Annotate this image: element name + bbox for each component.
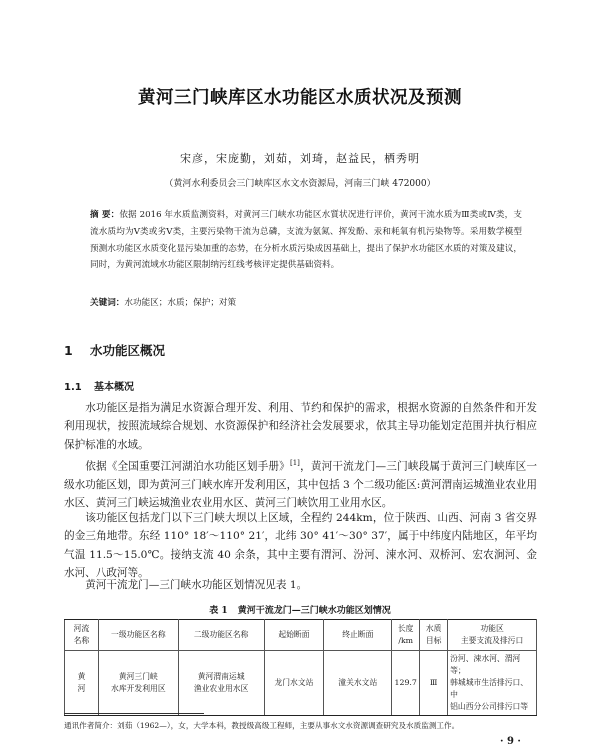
header-river: 河流 名称: [65, 620, 99, 651]
abstract-text: 依据 2016 年水质监测资料，对黄河三门峡水功能区水質状况进行评价，黄河干流水质为Ⅲ类或Ⅳ类，支流水质均为Ⅴ类或劣Ⅴ类，主要污染物干流为总磷，支流为氨氮、挥发酚、汞和耗氧有机污染物等。采用数学模型预测水功能区水质变化显污染加重的态势，在分析水质污染成因基础上，提出了保护水功能区水质的对策及建议，同时，为黄河流域水功能区限制纳污红线考核评定提供基础资料。: [90, 210, 522, 271]
header-function: 功能区 主要支流及排污口: [448, 620, 537, 651]
cell-end-section: 潼关水文站: [324, 651, 392, 716]
abstract-label: 摘 要：: [90, 210, 120, 220]
section-number: 1: [64, 343, 73, 358]
author-list: 宋彦，宋庞勤，刘茹，刘琦，赵益民，栖秀明: [180, 152, 420, 165]
paragraph-1: [64, 399, 537, 454]
keywords: [90, 296, 522, 310]
footnote: 通讯作者简介：刘茹（1962—），女，大学本科，教授级高级工程师，主要从事水文水资源调查研究及水质监测工作。: [64, 721, 460, 730]
section-heading-1: [64, 341, 165, 359]
cell-secondary-zone: 黄河渭南运城 渔业农业用水区: [178, 651, 264, 716]
citation-ref: [1]: [289, 459, 300, 467]
affiliation: （黄河水利委员会三门峡库区水文水资源局，河南三门峡 472000）: [164, 179, 436, 189]
paragraph-text: 黄河干流龙门—三门峡水功能区划情况见表 1。: [85, 579, 308, 591]
subsection-number: 1.1: [64, 382, 82, 393]
cell-water-target: Ⅲ: [420, 651, 448, 716]
subsection-title: 基本概况: [94, 382, 134, 393]
paragraph-text: 该功能区包括龙门以下三门峡大坝以上区域，全程约 244km，位于陕西、山西、河南 3 省交界的金三角地带。东经 110° 18′～110° 21′，北纬 30° 41′～30° 37′，属于中纬度内陆地区，年平均气温 11.5～15.0℃。接纳支流 40 余条，其中主要有渭河、汾河、涑水河、双桥河、宏农涧河、金水河、八政河等。: [64, 512, 537, 579]
header-start-section: 起始断面: [264, 620, 324, 651]
paragraph-text: 依据《全国重要江河湖泊水功能区划手册》: [85, 460, 290, 473]
header-end-section: 终止断面: [324, 620, 392, 651]
paper-title: 黄河三门峡库区水功能区水质状况及预测: [138, 88, 462, 108]
cell-length: 129.7: [392, 651, 420, 716]
table-title: 黄河干流龙门—三门峡水功能区划情况: [237, 606, 391, 616]
keywords-label: 关键词：: [90, 298, 125, 308]
header-water-target: 水质 目标: [420, 620, 448, 651]
table-row: [65, 651, 537, 716]
keywords-text: 水功能区；水质；保护；对策: [124, 298, 237, 308]
paragraph-4: [64, 576, 537, 594]
paragraph-2: [64, 454, 537, 512]
header-secondary-zone: 二级功能区名称: [178, 620, 264, 651]
paragraph-3: [64, 509, 537, 582]
table-caption: [0, 603, 600, 616]
paragraph-text: ，黄河干流龙门—三门峡段属于黄河三门峡库区一级水功能区划，即为黄河三门峡水库开发利用区，其中包括 3 个二级功能区:黄河渭南运城渔业农业用水区、黄河三门峡运城渔业农业用水区、黄河三门峡饮用工业用水区。: [64, 460, 538, 510]
header-length: 长度 /km: [392, 620, 420, 651]
paragraph-text: 水功能区是指为满足水资源合理开发、利用、节约和保护的需求，根据水资源的自然条件和开发利用现状，按照流域综合规划、水资源保护和经济社会发展要求，依其主导功能划定范围并执行相应保护标准的水域。: [64, 402, 537, 451]
abstract: [90, 207, 522, 274]
cell-start-section: 龙门水文站: [264, 651, 324, 716]
table-header-row: [65, 620, 537, 651]
header-primary-zone: 一级功能区名称: [98, 620, 178, 651]
cell-primary-zone: 黄河三门峡 水库开发利用区: [98, 651, 178, 716]
page-number: · 9 ·: [500, 736, 521, 747]
cell-river: 黄 河: [65, 651, 99, 716]
footnote-divider: [64, 713, 204, 714]
cell-function: 汾河、涑水河、渭河等； 韩城城市生活排污口、中 铝山西分公司排污口等: [448, 651, 537, 716]
subsection-heading-1-1: [64, 378, 134, 393]
section-title: 水功能区概况: [90, 343, 166, 358]
table-number: 表 1: [209, 606, 228, 616]
function-zone-table: [64, 619, 537, 716]
